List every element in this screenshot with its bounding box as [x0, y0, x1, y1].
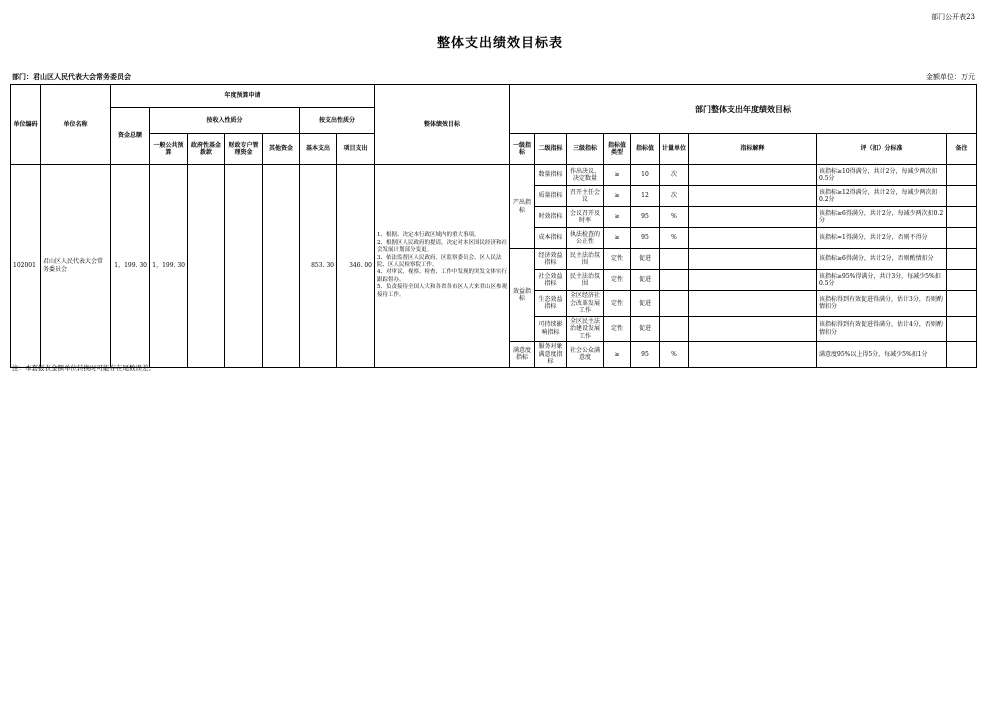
explanation-cell [689, 342, 817, 368]
header-dept-goals: 部门整体支出年度绩效目标 [510, 85, 977, 134]
remark-cell [947, 291, 977, 317]
value-type-cell: 定性 [604, 249, 631, 270]
measure-unit-cell [660, 270, 689, 291]
measure-unit-cell: % [660, 207, 689, 228]
explanation-cell [689, 186, 817, 207]
remark-cell [947, 316, 977, 342]
header-gov-fund: 政府性基金拨款 [188, 134, 225, 165]
goal-line: 3、依法监督区人民政府、区监察委员会、区人民法院、区人民检察院工作。 [377, 254, 502, 269]
footnote: 注：本套报表金额单位转换时可能存在尾数误差。 [12, 364, 155, 372]
measure-unit-cell: 次 [660, 165, 689, 186]
remark-cell [947, 207, 977, 228]
level3-cell: 召开主任会议 [567, 186, 604, 207]
value-cell: 促进 [631, 249, 660, 270]
value-cell: 促进 [631, 270, 660, 291]
measure-unit-cell [660, 249, 689, 270]
level2-cell: 质量指标 [535, 186, 567, 207]
level2-cell: 成本指标 [535, 228, 567, 249]
value-cell: 10 [631, 165, 660, 186]
header-measure-unit: 计量单位 [660, 134, 689, 165]
remark-cell [947, 165, 977, 186]
measure-unit-cell [660, 316, 689, 342]
scoring-cell: 该指标≥10得满分，共计2分，每减少两次扣0.5分 [817, 165, 947, 186]
total-funds-cell: 1，199. 30 [111, 165, 150, 368]
level1-output: 产出指标 [510, 165, 535, 249]
level2-cell: 数量指标 [535, 165, 567, 186]
header-remarks: 备注 [947, 134, 977, 165]
unit-name-cell: 君山区人民代表大会常务委员会 [41, 165, 111, 368]
value-cell: 95 [631, 228, 660, 249]
value-type-cell: ≥ [604, 207, 631, 228]
header-value: 指标值 [631, 134, 660, 165]
scoring-cell: 满意度95%以上得5分，每减少5%扣1分 [817, 342, 947, 368]
value-type-cell: 定性 [604, 270, 631, 291]
value-type-cell: ≥ [604, 165, 631, 186]
remark-cell [947, 342, 977, 368]
scoring-cell: 该指标≥95%得满分，共计3分，每减少5%扣0.5分 [817, 270, 947, 291]
measure-unit-cell: % [660, 342, 689, 368]
level3-cell: 社会公众满意度 [567, 342, 604, 368]
value-type-cell: ≥ [604, 228, 631, 249]
measure-unit-cell [660, 291, 689, 317]
header-scoring: 评（扣）分标准 [817, 134, 947, 165]
measure-unit-cell: 次 [660, 186, 689, 207]
explanation-cell [689, 291, 817, 317]
remark-cell [947, 249, 977, 270]
unit-code-cell: 102001 [11, 165, 41, 368]
remark-cell [947, 270, 977, 291]
value-type-cell: 定性 [604, 291, 631, 317]
currency-unit-label: 金额单位：万元 [926, 73, 975, 81]
value-cell: 促进 [631, 291, 660, 317]
scoring-cell: 该指标≥12得满分，共计2分，每减少两次扣0.2分 [817, 186, 947, 207]
value-cell: 95 [631, 342, 660, 368]
scoring-cell: 该指标≥6得满分，共计2分，每减少两次扣0.2分 [817, 207, 947, 228]
level3-cell: 民主法治氛围 [567, 270, 604, 291]
level2-cell: 社会效益指标 [535, 270, 567, 291]
header-level2: 二级指标 [535, 134, 567, 165]
header-fiscal-special: 财政专户管理资金 [225, 134, 263, 165]
header-level3: 三级指标 [567, 134, 604, 165]
header-general-budget: 一般公共预算 [150, 134, 188, 165]
performance-goal-table [10, 84, 977, 368]
header-unit-name: 单位名称 [41, 85, 111, 165]
explanation-cell [689, 228, 817, 249]
level3-cell: 执法检查的公正性 [567, 228, 604, 249]
project-expense-cell: 346. 00 [337, 165, 375, 368]
scoring-cell: 该指标得到有效促进得满分，估计4分，否则酌情扣分 [817, 316, 947, 342]
header-value-type: 指标值类型 [604, 134, 631, 165]
value-cell: 促进 [631, 316, 660, 342]
scoring-cell: 该指标得到有效促进得满分，估计3分，否则酌情扣分 [817, 291, 947, 317]
header-level1: 一级指标 [510, 134, 535, 165]
header-unit-code: 单位编码 [11, 85, 41, 165]
value-type-cell: ≥ [604, 186, 631, 207]
header-by-expense: 按支出性质分 [300, 108, 375, 134]
page-title: 整体支出绩效目标表 [436, 36, 563, 51]
level3-cell: 全区经济社会改革发展工作 [567, 291, 604, 317]
department-label: 部门：君山区人民代表大会常务委员会 [12, 72, 131, 81]
value-cell: 12 [631, 186, 660, 207]
value-cell: 95 [631, 207, 660, 228]
level1-benefit: 效益指标 [510, 249, 535, 342]
value-type-cell: 定性 [604, 316, 631, 342]
level3-cell: 全区民主法治建设发展工作 [567, 316, 604, 342]
explanation-cell [689, 316, 817, 342]
level2-cell: 生态效益指标 [535, 291, 567, 317]
goal-line: 2、根据区人民政府的提请，决定对本区国民经济和社会发展计划部分变更。 [377, 239, 508, 254]
level1-satisfaction: 满意度指标 [510, 342, 535, 368]
explanation-cell [689, 249, 817, 270]
level3-cell: 民主法治氛围 [567, 249, 604, 270]
header-basic-expense: 基本支出 [300, 134, 337, 165]
header-project-expense: 项目支出 [337, 134, 375, 165]
scoring-cell: 该指标=1得满分，共计2分，否则不得分 [817, 228, 947, 249]
remark-cell [947, 228, 977, 249]
header-overall-goal: 整体绩效目标 [375, 85, 510, 165]
page-code: 部门公开表23 [931, 13, 975, 21]
explanation-cell [689, 165, 817, 186]
scoring-cell: 该指标≥6得满分，共计2分，否则酌情扣分 [817, 249, 947, 270]
level2-cell: 时效指标 [535, 207, 567, 228]
level3-cell: 作出决议、决定数量 [567, 165, 604, 186]
header-annual-budget: 年度预算申请 [111, 85, 375, 108]
value-type-cell: ≥ [604, 342, 631, 368]
header-by-income: 按收入性质分 [150, 108, 300, 134]
remark-cell [947, 186, 977, 207]
level2-cell: 经济效益指标 [535, 249, 567, 270]
level2-cell: 可持续影响指标 [535, 316, 567, 342]
goal-line: 1、根据、决定本行政区域内的重大事项。 [377, 232, 480, 239]
level2-cell: 服务对象满意度指标 [535, 342, 567, 368]
measure-unit-cell: % [660, 228, 689, 249]
basic-expense-cell: 853. 30 [300, 165, 337, 368]
goal-line: 5、负责接待全国人大和各省各市区人大来君山区参观接待工作。 [377, 284, 508, 298]
explanation-cell [689, 207, 817, 228]
explanation-cell [689, 270, 817, 291]
goal-line: 4、对审议、视察、检查、工作中发现的突发文体实行跟踪督办。 [377, 269, 508, 283]
gov-fund-cell [188, 165, 225, 368]
other-funds-cell [263, 165, 300, 368]
header-other-funds: 其他资金 [263, 134, 300, 165]
header-total-funds: 资金总额 [111, 108, 150, 165]
header-explanation: 指标解释 [689, 134, 817, 165]
fiscal-special-cell [225, 165, 263, 368]
general-budget-cell: 1，199. 30 [150, 165, 188, 368]
table-row [11, 165, 977, 186]
overall-goal-cell [375, 165, 510, 368]
level3-cell: 会议召开及时率 [567, 207, 604, 228]
